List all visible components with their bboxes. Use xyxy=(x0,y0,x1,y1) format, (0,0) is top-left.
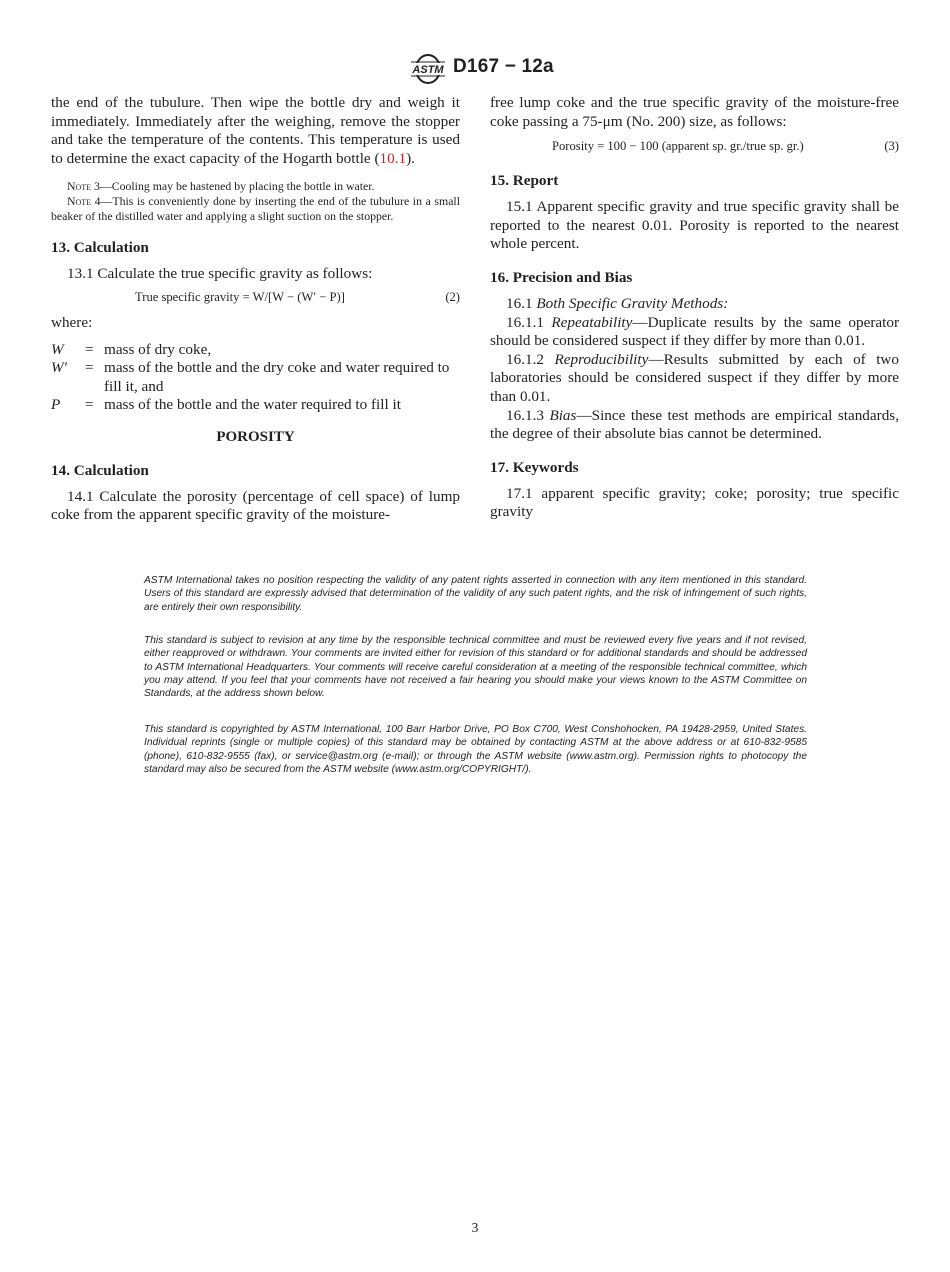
definition-w: W = mass of dry coke, xyxy=(51,340,212,358)
section-15-1: 15.1 Apparent specific gravity and true specific gravity shall be reported to the nearest 0.01. Porosity is reported to the nearest whole percent. xyxy=(490,198,899,253)
left-column xyxy=(51,94,460,525)
page-number: 3 xyxy=(471,1220,479,1235)
section-16-1-2: 16.1.2 Reproducibility—Results submitted by each of two laboratories should be considered suspect if they differ by more than 0.01. xyxy=(490,350,899,405)
section-14-1: 14.1 Calculate the porosity (percentage of cell space) of lump coke from the apparent specific gravity of the moisture- xyxy=(51,487,460,524)
paragraph-continuation-right: free lump coke and the true specific gravity of the moisture-free coke passing a 75-μm (No. 200) size, as follows: xyxy=(490,94,899,130)
reference-link[interactable]: 10.1 xyxy=(379,149,407,167)
right-column xyxy=(490,94,899,522)
section-17-heading: 17. Keywords xyxy=(490,458,579,476)
footer-revision-notice: This standard is subject to revision at any time by the responsible technical committee and must be reviewed every five years and if not revised, either reapproved or withdrawn. Your comments are invited either for revision of this standard or for additional standards and should be addressed to ASTM International Headquarters. Your comments will receive careful consideration at a meeting of the responsible technical committee, which you may attend. If you feel that your comments have not received a fair hearing you should make your views known to the ASTM Committee on Standards, at the address shown below. xyxy=(144,635,807,700)
equation-2: True specific gravity = W/[W − (W′ − P)] (2) xyxy=(135,289,460,304)
astm-logo-icon xyxy=(408,54,448,84)
section-16-1-3: 16.1.3 Bias—Since these test methods are empirical standards, the degree of their absolute bias cannot be determined. xyxy=(490,406,899,443)
section-17-1: 17.1 apparent specific gravity; coke; porosity; true specific gravity xyxy=(490,484,899,521)
designation-title: D167 − 12a xyxy=(453,56,554,77)
footer-patent-notice: ASTM International takes no position respecting the validity of any patent rights asserted in connection with any item mentioned in this standard. Users of this standard are expressly advised that determination of the validity of any such patent rights, and the risk of infringement of such rights, are entirely their own responsibility. xyxy=(144,575,807,613)
section-15-heading: 15. Report xyxy=(490,172,559,190)
section-16-1: 16.1 Both Specific Gravity Methods: xyxy=(506,294,729,312)
definition-w-prime: W′ = mass of the bottle and the dry coke and water required to fill it, and xyxy=(51,359,450,395)
definition-p: P = mass of the bottle and the water required to fill it xyxy=(51,396,401,414)
page-header xyxy=(0,54,950,88)
equation-3: Porosity = 100 − 100 (apparent sp. gr./true sp. gr.) (3) xyxy=(552,139,899,154)
porosity-heading: POROSITY xyxy=(216,428,295,445)
footer-copyright-notice: This standard is copyrighted by ASTM International, 100 Barr Harbor Drive, PO Box C700, West Conshohocken, PA 19428-2959, United States. Individual reprints (single or multiple copies) of this standard may be obtained by contacting ASTM at the above address or at 610-832-9585 (phone), 610-832-9555 (fax), or service@astm.org (e-mail); or through the ASTM website (www.astm.org). Permission rights to photocopy the standard may also be secured from the ASTM website (www.astm.org/COPYRIGHT/). xyxy=(144,724,807,775)
svg-text:ASTM: ASTM xyxy=(412,64,444,76)
section-14-heading: 14. Calculation xyxy=(51,461,149,479)
section-13-1: 13.1 Calculate the true specific gravity as follows: xyxy=(67,265,373,283)
section-16-heading: 16. Precision and Bias xyxy=(490,268,633,286)
note-4: Note 4—This is conveniently done by inserting the end of the tubulure in a small beaker of the distilled water and applying a slight suction on the stopper. xyxy=(51,194,460,224)
section-16-1-1: 16.1.1 Repeatability—Duplicate results by the same operator should be considered suspect if they differ by more than 0.01. xyxy=(490,313,899,350)
section-13-heading: 13. Calculation xyxy=(51,239,149,257)
note-3: Note 3—Cooling may be hastened by placing the bottle in water. xyxy=(67,179,375,194)
paragraph-continuation: the end of the tubulure. Then wipe the bottle dry and weigh it immediately. Immediately after the weighing, remove the stopper and take the temperature of the contents. This temperature is used to determine the exact capacity of the Hogarth bottle (10.1). xyxy=(51,94,460,167)
where-label: where: xyxy=(51,313,93,331)
